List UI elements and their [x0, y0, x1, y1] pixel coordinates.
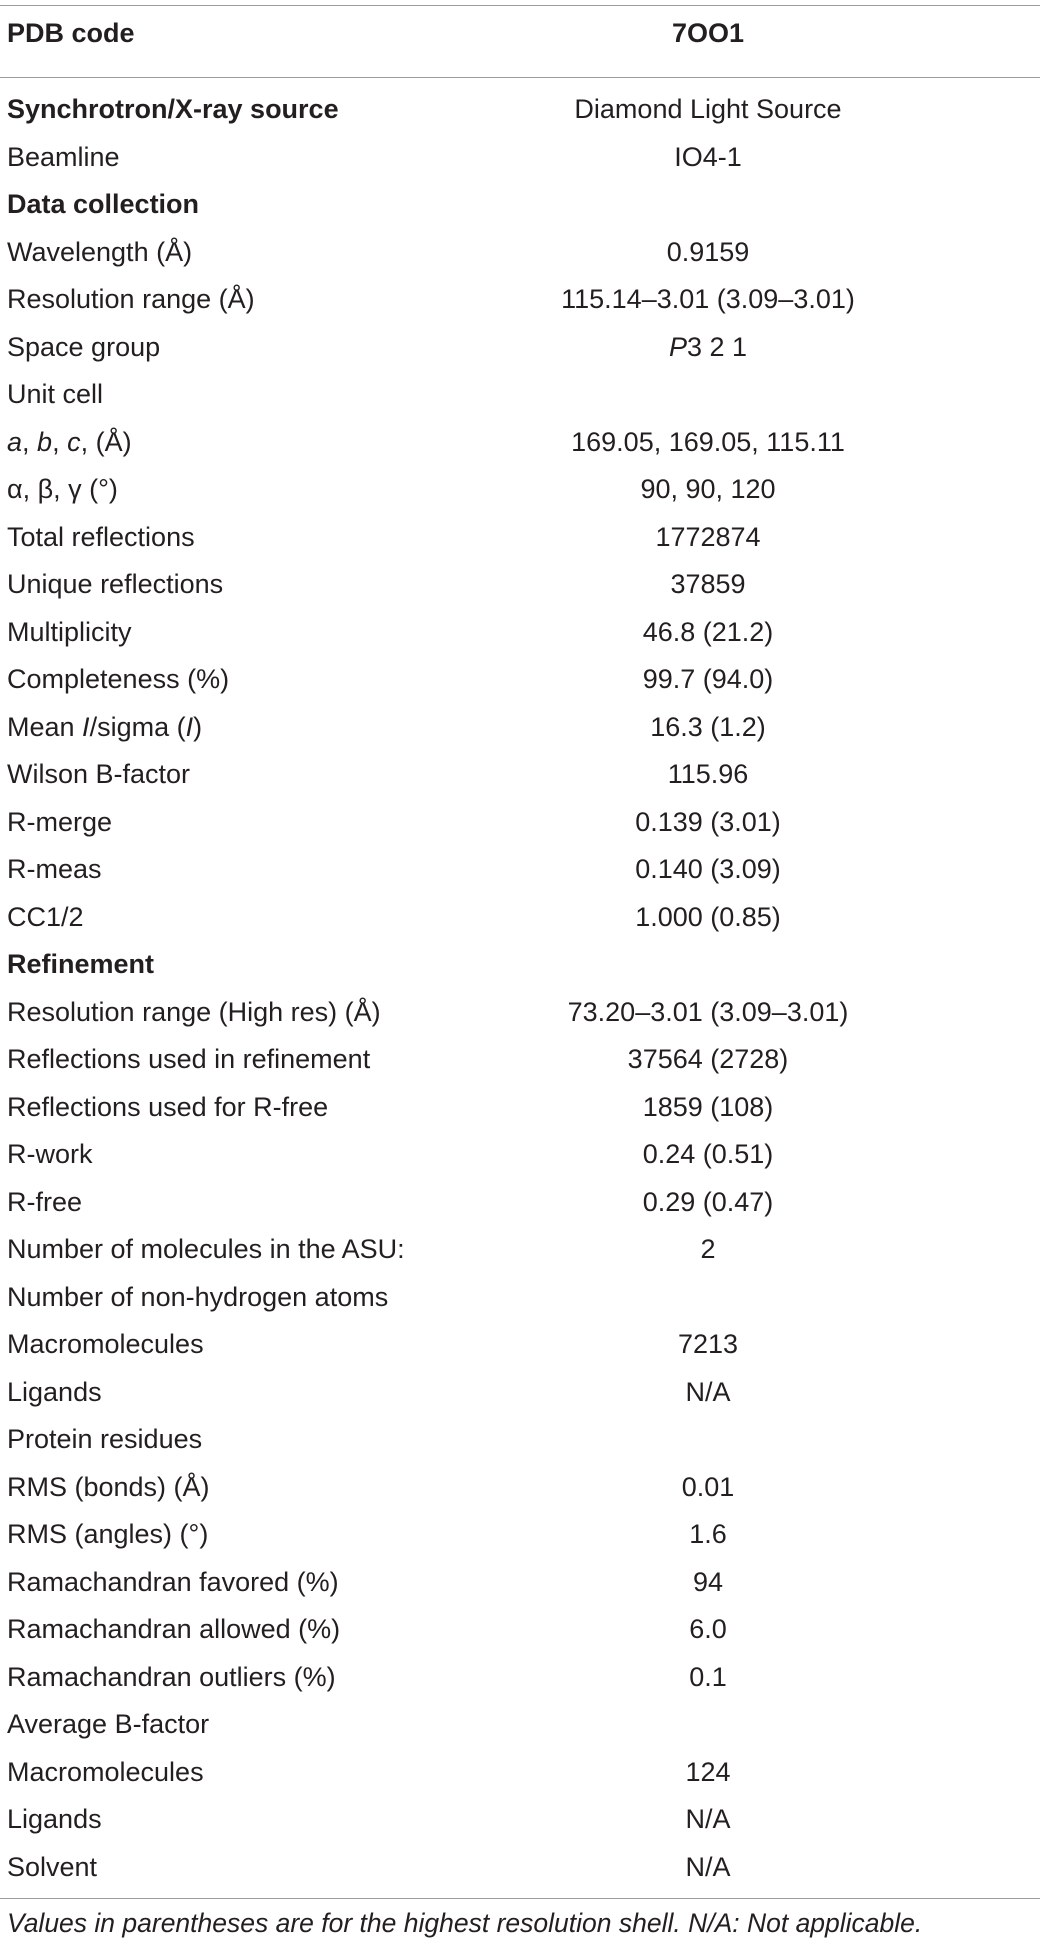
row-label: Ramachandran outliers (%) [7, 1661, 336, 1692]
row-label: CC1/2 [7, 901, 84, 932]
row-value: 1772874 [655, 521, 761, 552]
row-label: Unit cell [7, 379, 104, 409]
row-label: Unique reflections [7, 569, 224, 599]
row-label: Wilson B-factor [7, 759, 191, 789]
table-row [0, 846, 1040, 894]
row-value: P3 2 1 [668, 331, 748, 362]
row-label: RMS (angles) (°) [7, 1519, 209, 1549]
row-label: R-meas [7, 854, 102, 884]
table-row [0, 894, 1040, 942]
table-header-row [0, 10, 1040, 58]
table-row [0, 561, 1040, 609]
row-value: 1.6 [689, 1519, 727, 1549]
row-value: 94 [692, 1566, 724, 1597]
row-label: Beamline [7, 141, 120, 172]
row-value: 115.14–3.01 (3.09–3.01) [561, 284, 855, 314]
row-value: N/A [685, 1376, 731, 1407]
table-row [0, 1796, 1040, 1844]
row-label: Reflections used for R-free [7, 1091, 329, 1122]
row-value: 7213 [677, 1329, 739, 1359]
row-label: Number of non-hydrogen atoms [7, 1281, 389, 1312]
row-value: N/A [685, 1851, 731, 1882]
table-footnote: Values in parentheses are for the highest resolution shell. N/A: Not applicable. [7, 1908, 923, 1938]
table-row [0, 704, 1040, 752]
row-label: Ramachandran favored (%) [7, 1566, 339, 1597]
table-row [0, 1084, 1040, 1132]
table-row [0, 1749, 1040, 1797]
row-label: Wavelength (Å) [7, 236, 193, 267]
table-row [0, 1369, 1040, 1417]
table-row [0, 656, 1040, 704]
row-value: 6.0 [689, 1614, 727, 1644]
table-top-rule [0, 5, 1040, 6]
row-label: Data collection [7, 189, 200, 219]
row-label: Mean I/sigma (I) [7, 711, 203, 742]
row-value: 0.139 (3.01) [635, 806, 781, 837]
row-value: 169.05, 169.05, 115.11 [571, 426, 845, 457]
table-row [0, 276, 1040, 324]
row-label: Reflections used in refinement [7, 1044, 371, 1074]
row-label: Synchrotron/X-ray source [7, 94, 339, 124]
row-value: 1.000 (0.85) [635, 901, 781, 932]
row-value: 0.01 [681, 1471, 735, 1502]
row-value: 37859 [670, 569, 746, 599]
table-row [0, 1844, 1040, 1892]
table-row [0, 1274, 1040, 1322]
row-label: Multiplicity [7, 616, 132, 647]
table-row [0, 1606, 1040, 1654]
row-value: 90, 90, 120 [640, 474, 776, 504]
row-label: Ramachandran allowed (%) [7, 1614, 341, 1644]
row-value: 2 [700, 1234, 716, 1264]
table-row [0, 466, 1040, 514]
table-row [0, 371, 1040, 419]
header-label: PDB code [7, 18, 135, 48]
row-label: Total reflections [7, 521, 195, 552]
row-value: 0.24 (0.51) [642, 1139, 774, 1169]
table-row [0, 1416, 1040, 1464]
table-row [0, 751, 1040, 799]
row-value: 16.3 (1.2) [650, 711, 766, 742]
row-label: α, β, γ (°) [7, 474, 118, 504]
row-label: Refinement [7, 949, 155, 979]
row-label: Resolution range (High res) (Å) [7, 996, 381, 1027]
row-label: Macromolecules [7, 1756, 204, 1787]
table-bottom-rule [0, 1898, 1040, 1899]
table-row [0, 1131, 1040, 1179]
table-row [0, 1464, 1040, 1512]
table-row [0, 609, 1040, 657]
row-label: Space group [7, 331, 161, 362]
row-label: R-free [7, 1186, 83, 1217]
table-row [0, 1321, 1040, 1369]
row-label: a, b, c, (Å) [7, 426, 132, 457]
table-row [0, 229, 1040, 277]
row-value: 0.29 (0.47) [642, 1186, 774, 1217]
table-row [0, 419, 1040, 467]
table-row [0, 799, 1040, 847]
table-row [0, 1036, 1040, 1084]
row-value: Diamond Light Source [574, 94, 842, 124]
table-row [0, 324, 1040, 372]
table-row [0, 1511, 1040, 1559]
row-value: 73.20–3.01 (3.09–3.01) [567, 996, 849, 1027]
row-value: 0.1 [689, 1661, 727, 1692]
row-value: 1859 (108) [642, 1091, 774, 1122]
row-label: Solvent [7, 1851, 98, 1882]
row-value: N/A [685, 1804, 731, 1834]
table-row [0, 1226, 1040, 1274]
row-value: 46.8 (21.2) [642, 616, 774, 647]
row-value: 99.7 (94.0) [642, 664, 774, 694]
row-label: RMS (bonds) (Å) [7, 1471, 210, 1502]
row-label: R-work [7, 1139, 93, 1169]
row-value: 37564 (2728) [627, 1044, 789, 1074]
row-label: R-merge [7, 806, 113, 837]
row-label: Resolution range (Å) [7, 284, 255, 314]
header-value: 7OO1 [671, 18, 745, 48]
row-label: Average B-factor [7, 1709, 210, 1739]
table-row [0, 514, 1040, 562]
row-label: Ligands [7, 1804, 102, 1834]
table-row [0, 1701, 1040, 1749]
table-row [0, 134, 1040, 182]
row-value: 115.96 [667, 759, 749, 789]
table-row [0, 181, 1040, 229]
table-row [0, 989, 1040, 1037]
row-label: Ligands [7, 1376, 102, 1407]
row-value: 0.140 (3.09) [635, 854, 781, 884]
row-label: Protein residues [7, 1424, 203, 1454]
table-row [0, 1179, 1040, 1227]
row-label: Macromolecules [7, 1329, 204, 1359]
row-value: IO4-1 [674, 141, 742, 172]
table-row [0, 941, 1040, 989]
table-row [0, 1559, 1040, 1607]
row-label: Completeness (%) [7, 664, 230, 694]
table-row [0, 86, 1040, 134]
row-value: 0.9159 [666, 236, 750, 267]
row-label: Number of molecules in the ASU: [7, 1234, 405, 1264]
table-row [0, 1654, 1040, 1702]
row-value: 124 [685, 1756, 731, 1787]
table-header-rule [0, 77, 1040, 78]
